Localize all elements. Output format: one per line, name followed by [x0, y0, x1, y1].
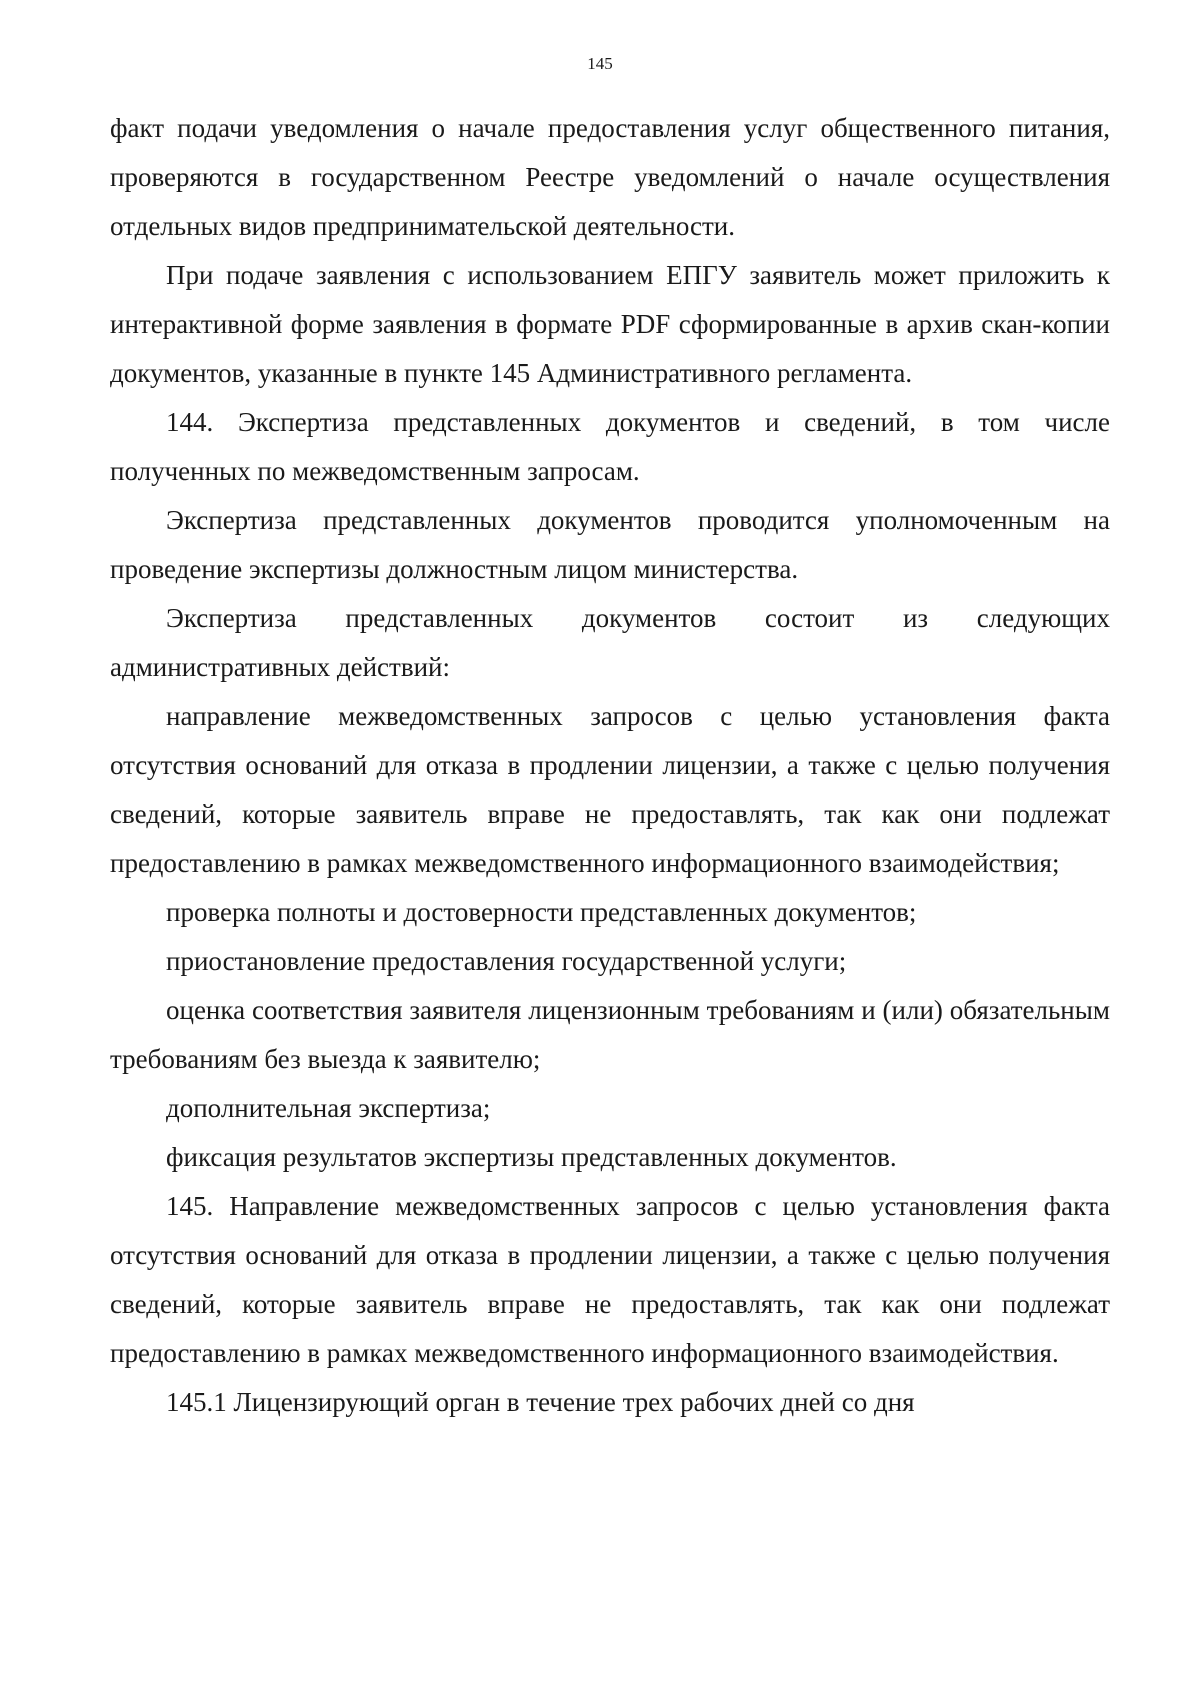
paragraph-145-heading: 145. Направление межведомственных запросов с целью установления факта отсутствия оснований для отказа в продлении лицензии, а также с целью получения сведений, которые заявитель вправе не предоставлять, так как они подлежат предоставлению в рамках межведомственного информационного взаимодействия. — [110, 1191, 1110, 1368]
paragraph-continuation: факт подачи уведомления о начале предоставления услуг общественного питания, проверяются в государственном Реестре уведомлений о начале осуществления отдельных видов предпринимательской деятельности. — [110, 113, 1110, 241]
list-item-interdepartmental-requests: направление межведомственных запросов с целью установления факта отсутствия оснований для отказа в продлении лицензии, а также с целью получения сведений, которые заявитель вправе не предоставлять, так как они подлежат предоставлению в рамках межведомственного информационного взаимодействия; — [110, 701, 1110, 878]
list-item-compliance-assessment: оценка соответствия заявителя лицензионным требованиям и (или) обязательным требованиям без выезда к заявителю; — [110, 995, 1110, 1074]
list-item-results-recording: фиксация результатов экспертизы представленных документов. — [166, 1142, 897, 1172]
paragraph-expertise-authority: Экспертиза представленных документов проводится уполномоченным на проведение экспертизы должностным лицом министерства. — [110, 505, 1110, 584]
document-body — [110, 104, 1110, 1427]
paragraph-epgu-submission: При подаче заявления с использованием ЕПГУ заявитель может приложить к интерактивной форме заявления в формате PDF сформированные в архив скан-копии документов, указанные в пункте 145 Административного регламента. — [110, 260, 1110, 388]
list-item-suspension: приостановление предоставления государственной услуги; — [166, 946, 847, 976]
list-item-additional-expertise: дополнительная экспертиза; — [166, 1093, 491, 1123]
paragraph-145-1: 145.1 Лицензирующий орган в течение трех рабочих дней со дня — [166, 1387, 915, 1417]
list-item-completeness-check: проверка полноты и достоверности представленных документов; — [166, 897, 917, 927]
page-number: 145 — [587, 54, 613, 73]
paragraph-expertise-actions-intro: Экспертиза представленных документов состоит из следующих административных действий: — [110, 603, 1110, 682]
paragraph-144-heading: 144. Экспертиза представленных документов и сведений, в том числе полученных по межведомственным запросам. — [110, 407, 1110, 486]
